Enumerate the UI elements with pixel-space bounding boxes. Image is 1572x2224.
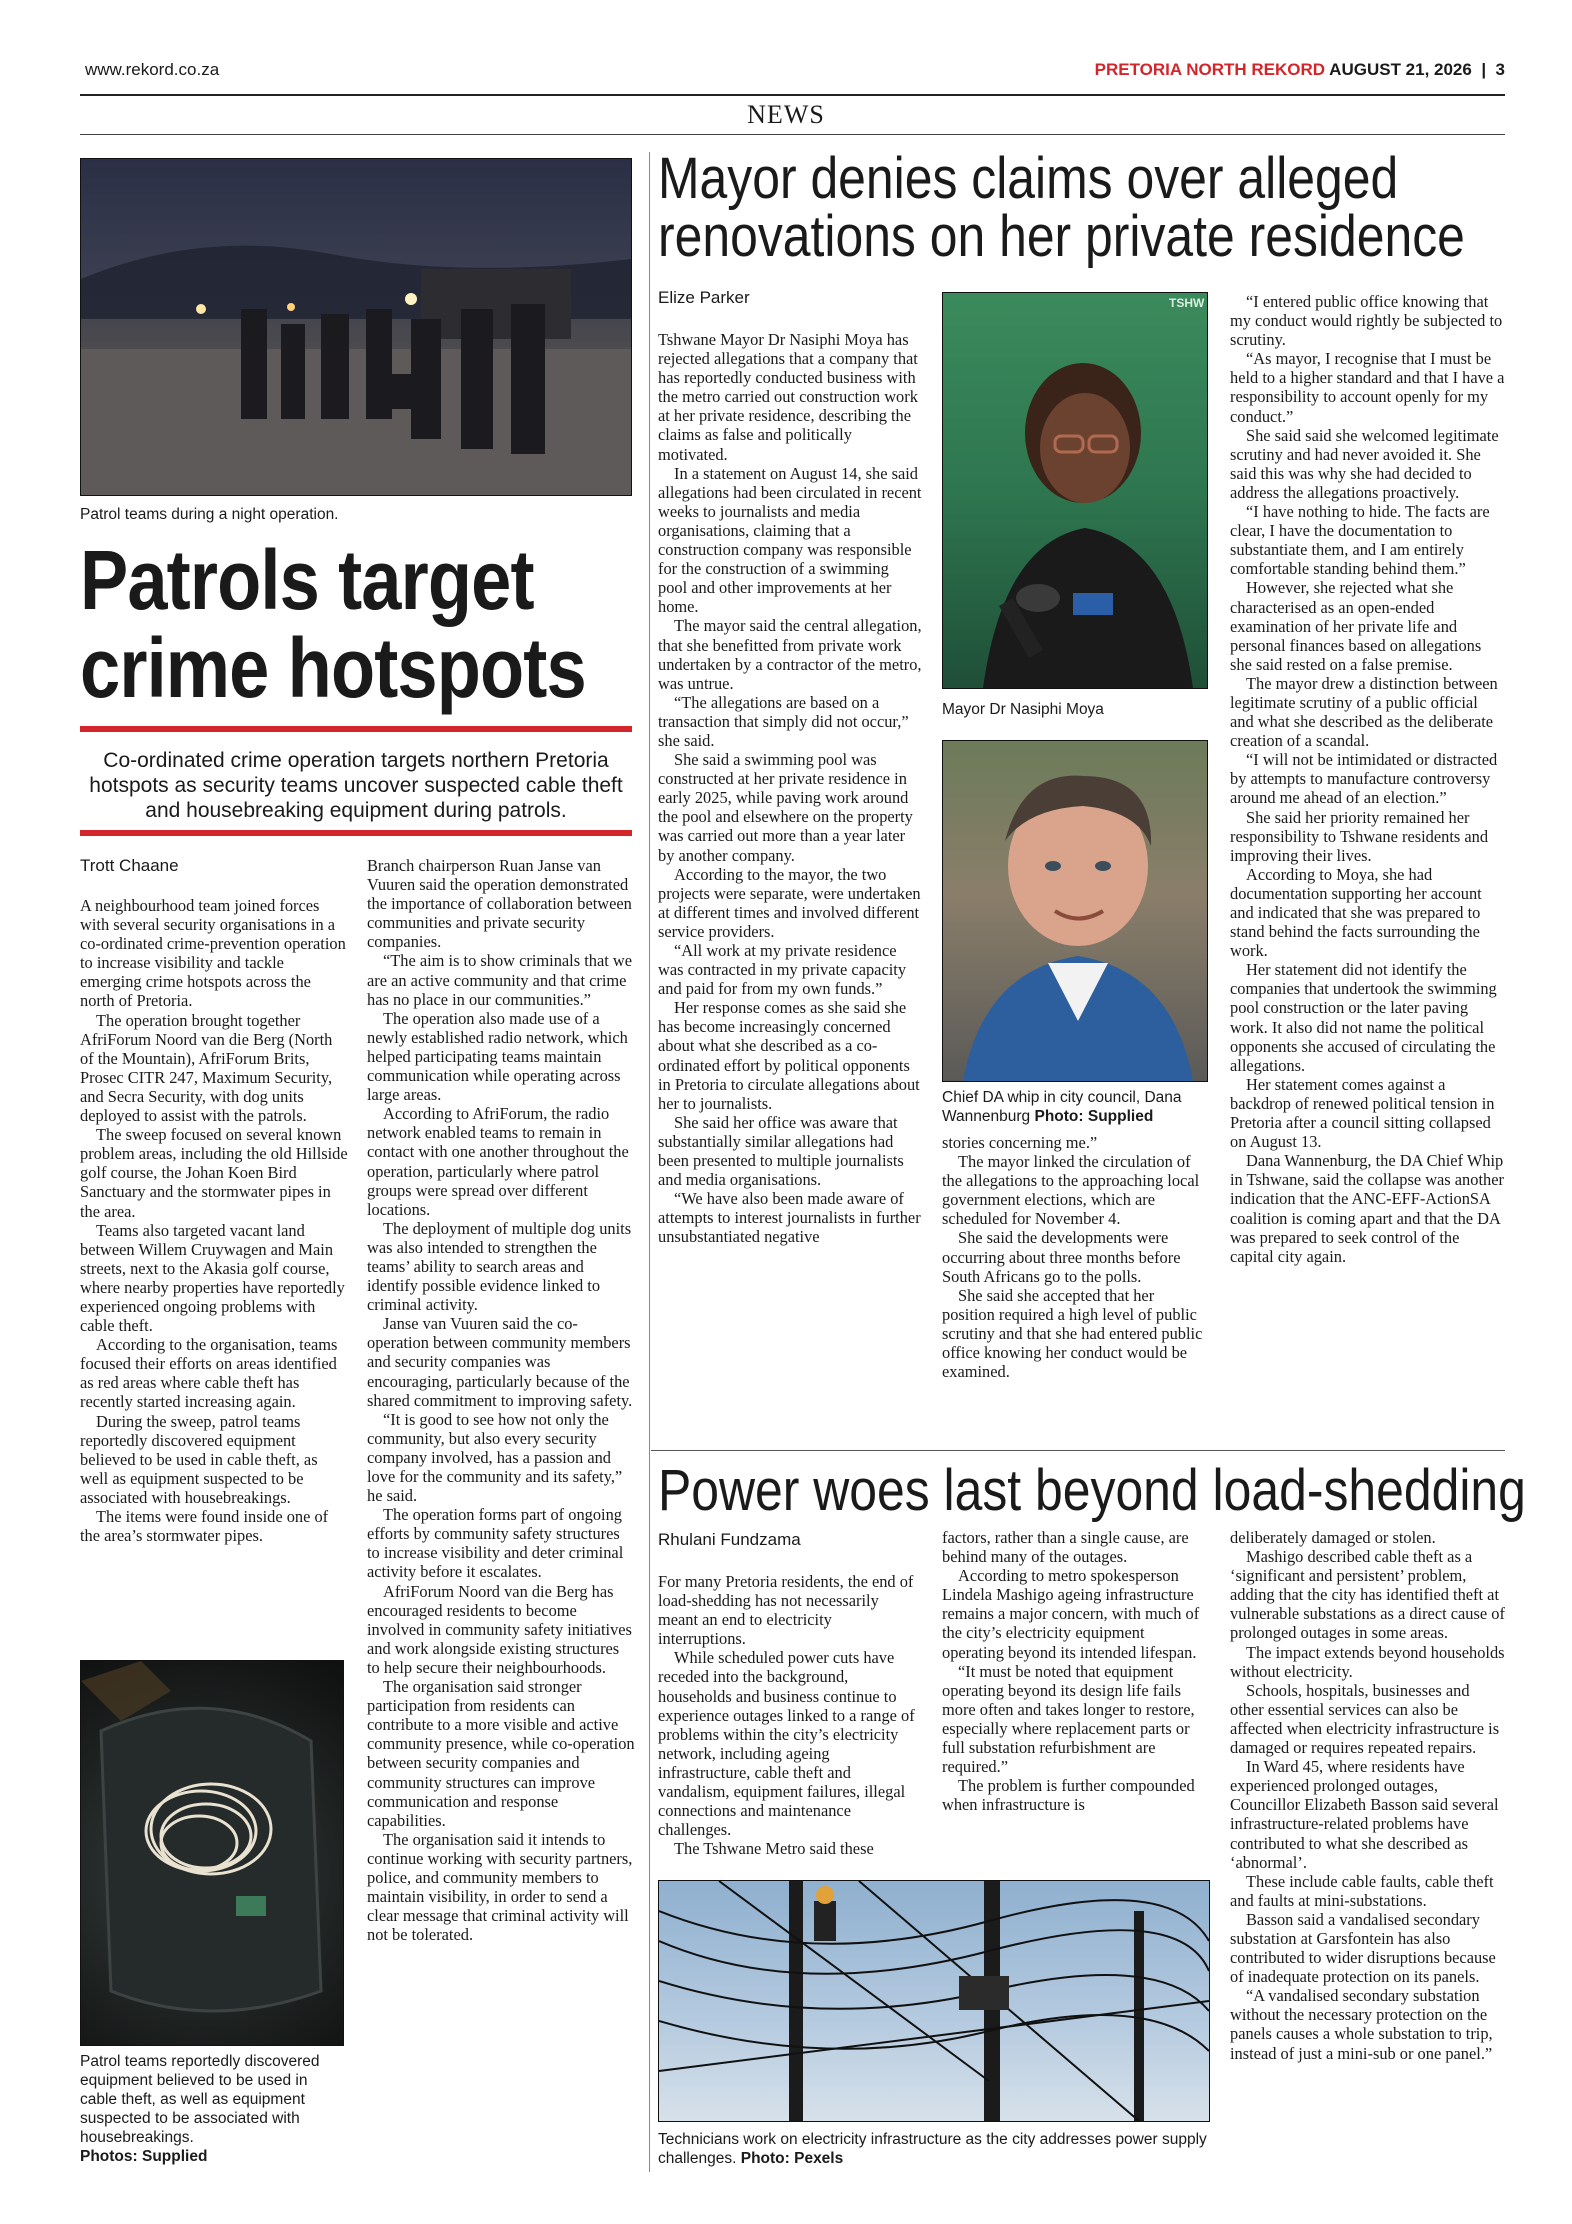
paragraph: According to Moya, she had documentation supporting her account and indicated that she was prepared to stand behind the facts surrounding the work. [1230, 864, 1482, 961]
mayor-portrait-illustration [943, 293, 1207, 688]
paragraph: She said said she welcomed legitimate scrutiny and had never avoided it. She said this was why she had decided to address the allegations proactively. [1230, 425, 1499, 502]
equipment-illustration [81, 1661, 343, 2045]
power-byline: Rhulani Fundzama [658, 1530, 801, 1549]
mayor-headline-line1: Mayor denies claims over alleged [658, 146, 1399, 211]
power-lines-illustration [659, 1881, 1209, 2121]
paragraph: While scheduled power cuts have receded into the background, households and business continue to experience outages linked to a range of problems within the city’s electricity network, including ageing infrastructure, cable theft and vandalism, equipment failures, illegal connections and maintenance challenges. [658, 1648, 915, 1840]
paragraph: However, she rejected what she characterised as an open-ended examination of her private life and personal finances based on allegations she said rested on a false premise. [1230, 578, 1482, 674]
paragraph: Basson said a vandalised secondary substation at Garsfontein has also contributed to wider disruptions because of inadequate protection on its panels. [1230, 1909, 1496, 1987]
power-caption-credit: Photo: Pexels [740, 2150, 844, 2167]
power-caption-text: Technicians work on electricity infrastructure as the city addresses power supply challenges. [658, 2131, 1207, 2167]
page-separator: | [1476, 60, 1491, 79]
paragraph: The mayor linked the circulation of the allegations to the approaching local government elections, which are scheduled for November 4. [942, 1152, 1200, 1229]
site-url[interactable]: www.rekord.co.za [85, 60, 220, 79]
paragraph: She said the developments were occurring about three months before South Africans go to the polls. [942, 1228, 1181, 1286]
mayor-headline [658, 146, 1465, 269]
standfirst-rule-bottom [80, 830, 632, 836]
paragraph: During the sweep, patrol teams reportedly discovered equipment believed to be used in cable theft, as well as equipment suspected to be associated with housebreakings. [80, 1411, 318, 1507]
paragraph: deliberately damaged or stolen. [1230, 1528, 1436, 1547]
power-headline: Power woes last beyond load-shedding [658, 1458, 1526, 1523]
paragraph: “It is good to see how not only the community, but also every security company involved, has a passion and love for the community and its safety,” he said. [367, 1409, 623, 1506]
paragraph: Tshwane Mayor Dr Nasiphi Moya has rejected allegations that a company that has reportedly conducted business with the metro carried out construction work at her private residence, describing the claims as false and politically motivated. [658, 330, 918, 464]
paragraph: factors, rather than a single cause, are behind many of the outages. [942, 1528, 1189, 1567]
paragraph: These include cable faults, cable theft and faults at mini-substations. [1230, 1871, 1494, 1910]
paragraph: The items were found inside one of the area’s stormwater pipes. [80, 1507, 329, 1546]
bottom-caption-credit: Photos: Supplied [80, 2148, 208, 2165]
paragraph: “I will not be intimidated or distracted by attempts to manufacture controversy around me ahead of an election.” [1230, 750, 1498, 808]
paper-name: PRETORIA NORTH REKORD [1094, 60, 1326, 79]
power-photo-caption [658, 2130, 1218, 2168]
page-number: 3 [1495, 60, 1505, 79]
paragraph: “The aim is to show criminals that we are an active community and that crime has no place in our communities.” [367, 951, 632, 1009]
dana-wannenburg-illustration [943, 741, 1207, 1081]
masthead [1095, 60, 1505, 80]
stormwater-equipment-photo [80, 1660, 344, 2046]
paragraph: The operation forms part of ongoing efforts by community safety structures to increase visibility and deter criminal activity before it escalates. [367, 1505, 624, 1582]
paragraph: Schools, hospitals, businesses and other essential services can also be affected when electricity infrastructure is damaged or requires repeated repairs. [1230, 1680, 1500, 1758]
paragraph: Janse van Vuuren said the co-operation between community members and security companies was encouraging, particularly because of the shared commitment to improving safety. [367, 1314, 633, 1410]
standfirst-rule-top [80, 726, 632, 732]
paragraph: According to the mayor, the two projects were separate, were undertaken at different times and involved different service providers. [658, 864, 921, 941]
paragraph: The mayor said the central allegation, that she benefitted from private work undertaken by a contractor of the metro, was untrue. [658, 616, 922, 693]
paragraph: The mayor drew a distinction between legitimate scrutiny of a public official and what she described as the deliberate creation of a scandal. [1230, 673, 1498, 751]
paragraph: She said her office was aware that substantially similar allegations had been presented to multiple journalists and media organisations. [658, 1112, 904, 1190]
paragraph: Her response comes as she said she has become increasingly concerned about what she described as a co-ordinated effort by political opponents in Pretoria to circulate allegations about her to journalists. [658, 998, 920, 1113]
dana-wannenburg-photo [942, 740, 1208, 1082]
paragraph: “The allegations are based on a transaction that simply did not occur,” she said. [658, 692, 909, 750]
paragraph: “All work at my private residence was contracted in my private capacity and paid for from my own funds.” [658, 941, 907, 999]
paragraph: “As mayor, I recognise that I must be held to a higher standard and that I have a responsibility to account openly for my conduct.” [1230, 349, 1505, 426]
paragraph: In a statement on August 14, she said allegations had been circulated in recent weeks to journalists and media organisations, claiming that a construction company was responsible for the construction of a swimming pool and other improvements at her home. [658, 463, 922, 617]
paragraph: “We have also been made aware of attempts to interest journalists in further unsubstantiated negative [658, 1189, 921, 1247]
bottom-caption-text: Patrol teams reportedly discovered equipment believed to be used in cable theft, as well as equipment suspected to be associated with housebreakings. [80, 2053, 320, 2146]
paragraph: She said a swimming pool was constructed at her private residence in early 2025, while paving work around the pool and elsewhere on the property was carried out more than a year later by another company. [658, 750, 913, 865]
mayor-portrait-photo [942, 292, 1208, 689]
paragraph: According to AfriForum, the radio network enabled teams to remain in contact with one another throughout the operation, particularly where patrol groups were spread over different locations. [367, 1104, 629, 1219]
power-column-2 [942, 1528, 1206, 1872]
patrols-headline-line1: Patrols target [80, 533, 534, 627]
paragraph: Mashigo described cable theft as a ‘significant and persistent’ problem, adding that the city has identified theft at vulnerable substations as a direct cause of prolonged outages in some areas. [1230, 1547, 1505, 1643]
paragraph: For many Pretoria residents, the end of load-shedding has not necessarily meant an end to electricity interruptions. [658, 1572, 914, 1649]
paragraph: The organisation said it intends to continue working with security partners, police, and community members to maintain visibility, in order to send a clear message that criminal activity will not be tolerated. [367, 1829, 633, 1945]
power-column-1 [658, 1572, 922, 1872]
paragraph: stories concerning me.” [942, 1133, 1098, 1152]
power-column-3 [1230, 1528, 1505, 2178]
story-divider [651, 1450, 1505, 1451]
paragraph: The deployment of multiple dog units was also intended to strengthen the teams’ ability to search areas and identify possible evidence linked to criminal activity. [367, 1218, 632, 1315]
paragraph: The impact extends beyond households without electricity. [1230, 1642, 1505, 1681]
dana-caption-credit: Photo: Supplied [1034, 1108, 1154, 1125]
paragraph: The Tshwane Metro said these [674, 1839, 874, 1859]
paragraph: In Ward 45, where residents have experienced prolonged outages, Councillor Elizabeth Basson said several infrastructure-related problems have contributed to what she described as ‘abnormal’. [1230, 1757, 1499, 1872]
paragraph: AfriForum Noord van die Berg has encouraged residents to become involved in community safety initiatives and work alongside existing structures to help secure their neighbourhoods. [367, 1581, 632, 1677]
night-patrol-illustration [81, 159, 631, 495]
paragraph: The organisation said stronger participation from residents can contribute to a more visible and active community presence, while co-operation between security companies and community structures can improve communication and response capabilities. [367, 1677, 635, 1830]
mayor-column-2 [942, 1133, 1206, 1445]
paragraph: Teams also targeted vacant land between Willem Cruywagen and Main streets, next to the Akasia golf course, where nearby properties have reportedly experienced ongoing problems with cable theft. [80, 1220, 345, 1336]
mayor-column-1 [658, 330, 922, 1430]
patrols-column-2 [367, 856, 635, 2176]
mayor-column-3 [1230, 292, 1505, 1442]
paragraph: Her statement comes against a backdrop of renewed political tension in Pretoria after a council sitting collapsed on August 13. [1230, 1074, 1495, 1152]
section-rule [80, 134, 1505, 135]
mayor-headline-line2: renovations on her private residence [658, 204, 1465, 269]
paragraph: Her statement did not identify the companies that undertook the swimming pool construction or the later paving work. It also did not name the political opponents she accused of circulating the allegations. [1230, 960, 1497, 1075]
paragraph: Dana Wannenburg, the DA Chief Whip in Tshwane, said the collapse was another indication that the ANC-EFF-ActionSA coalition is coming apart and that the DA was prepared to seek control of the capital city again. [1230, 1151, 1504, 1266]
paragraph: The operation brought together AfriForum Noord van die Berg (North of the Mountain), AfriForum Brits, Prosec CITR 247, Maximum Security, and Secra Security, with dog units deployed to assist with the patrols. [80, 1010, 333, 1126]
power-lines-photo [658, 1880, 1210, 2122]
bottom-photo-caption [80, 2052, 342, 2166]
paragraph: She said she accepted that her position required a high level of public scrutiny and that she had entered public office knowing her conduct would be examined. [942, 1285, 1203, 1382]
patrols-column-1 [80, 896, 348, 1652]
paragraph: The problem is further compounded when infrastructure is [942, 1776, 1195, 1815]
paragraph: A neighbourhood team joined forces with several security organisations in a co-ordinated crime-prevention operation to increase visibility and tackle emerging crime hotspots across the north of Pretoria. [80, 896, 346, 1011]
paragraph: “I have nothing to hide. The facts are clear, I have the documentation to substantiate them, and I am entirely comfortable standing behind them.” [1230, 502, 1490, 579]
paragraph: Branch chairperson Ruan Janse van Vuuren said the operation demonstrated the importance of collaboration between communities and private security companies. [367, 856, 632, 952]
dana-photo-caption [942, 1088, 1206, 1126]
top-photo-caption: Patrol teams during a night operation. [80, 506, 339, 523]
section-label: NEWS [747, 100, 825, 129]
paragraph: The operation also made use of a newly established radio network, which helped participating teams maintain communication while operating across large areas. [367, 1008, 628, 1105]
night-patrol-photo [80, 158, 632, 496]
paragraph: According to the organisation, teams focused their efforts on areas identified as red areas where cable theft has recently started increasing again. [80, 1335, 338, 1412]
paragraph: “A vandalised secondary substation without the necessary protection on the panels causes a whole substation to trip, instead of just a mini-sub or one panel.” [1230, 1986, 1493, 2063]
dana-caption-text: Chief DA whip in city council, Dana Wannenburg [942, 1089, 1182, 1125]
header-rule [80, 94, 1505, 96]
patrols-headline-line2: crime hotspots [80, 621, 586, 715]
mayor-photo-caption: Mayor Dr Nasiphi Moya [942, 701, 1104, 718]
issue-date: AUGUST 21, 2026 [1329, 60, 1472, 79]
paragraph: “It must be noted that equipment operating beyond its design life fails more often and takes longer to restore, especially where replacement parts or full substation refurbishment are required.” [942, 1661, 1195, 1777]
paragraph: According to metro spokesperson Lindela Mashigo ageing infrastructure remains a major concern, with much of the city’s electricity equipment operating beyond its intended lifespan. [942, 1566, 1200, 1662]
patrols-standfirst: Co-ordinated crime operation targets northern Pretoria hotspots as security teams uncover suspected cable theft and housebreaking equipment during patrols. [89, 749, 623, 822]
paragraph: She said her priority remained her responsibility to Tshwane residents and improving their lives. [1230, 807, 1489, 865]
patrols-headline [80, 533, 586, 715]
patrols-byline: Trott Chaane [80, 856, 179, 875]
paragraph: The sweep focused on several known problem areas, including the old Hillside golf course, the Johan Koen Bird Sanctuary and the stormwater pipes in the area. [80, 1125, 348, 1221]
backdrop-sign: TSHW [1169, 296, 1205, 310]
mayor-byline: Elize Parker [658, 288, 750, 307]
column-divider [649, 152, 650, 2172]
paragraph: “I entered public office knowing that my conduct would rightly be subjected to scrutiny. [1230, 292, 1503, 350]
